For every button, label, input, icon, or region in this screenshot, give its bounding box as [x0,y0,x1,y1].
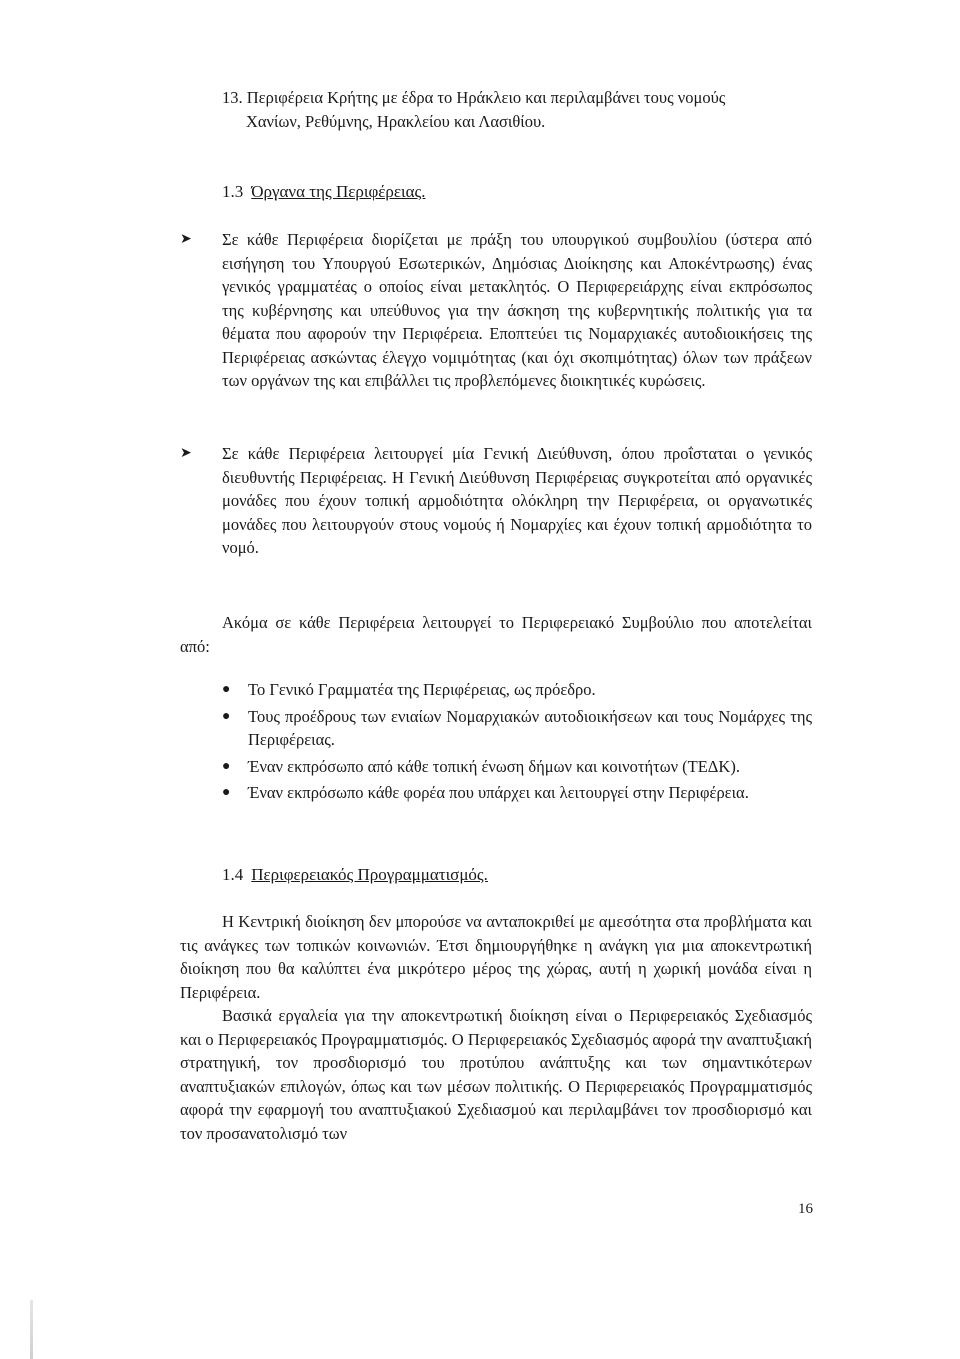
section-title: Όργανα της Περιφέρειας. [251,182,426,201]
arrow-bullet-icon: ➤ [180,232,192,247]
bullet-dot-icon: ● [222,758,231,774]
arrow-bullet-text: Σε κάθε Περιφέρεια λειτουργεί μία Γενική Διεύθυνση, όπου προΐσταται ο γενικός διευθυντής Περιφέρειας. Η Γενική Διεύθυνση Περιφέρειας συγκροτείται από οργανικές μονάδες που έχουν τοπική αρμοδιότητα ολόκληρη την Περιφέρεια, οι οργανωτικές μονάδες που λειτουργούν στους νομούς ή Νομαρχίες και έχουν τοπική αρμοδιότητα το νομό. [222,444,812,557]
section-number: 1.4 [222,865,244,884]
section-title: Περιφερειακός Προγραμματισμός. [251,865,488,884]
section-heading-1-4 [222,863,488,887]
arrow-bullet-governor [180,228,812,393]
scan-edge-shadow [30,1300,33,1359]
section-heading-1-3 [222,180,425,204]
page-number: 16 [798,1201,813,1217]
section-number: 1.3 [222,182,244,201]
arrow-bullet-directorate [180,442,812,560]
body-text [180,910,812,1145]
council-members-list [222,678,812,808]
item-text-line2: Χανίων, Ρεθύμνης, Ηρακλείου και Λασιθίου. [246,111,546,131]
list-item-13 [222,86,812,133]
council-intro: Ακόμα σε κάθε Περιφέρεια λειτουργεί το Περιφερειακό Συμβούλιο που αποτελείται από: [180,613,812,656]
list-item: ● Έναν εκπρόσωπο κάθε φορέα που υπάρχει και λειτουργεί στην Περιφέρεια. [222,781,812,805]
paragraph-central-administration: Η Κεντρική διοίκηση δεν μπορούσε να ανταποκριθεί με αμεσότητα στα προβλήματα και τις ανάγκες των τοπικών κοινωνιών. Έτσι δημιουργήθηκε η ανάγκη για μια αποκεντρωτική διοίκηση που θα καλύπτει ένα μικρότερο μέρος της χώρας, αυτή η χωρική μονάδα είναι η Περιφέρεια. [180,912,812,1002]
bullet-dot-icon: ● [222,708,231,724]
arrow-bullet-text: Σε κάθε Περιφέρεια διορίζεται με πράξη του υπουργικού συμβουλίου (ύστερα από εισήγηση του Υπουργού Εσωτερικών, Δημόσιας Διοίκησης και Αποκέντρωσης) ένας γενικός γραμματέας ο οποίος είναι μετακλητός. Ο Περιφερειάρχης είναι εκπρόσωπος της κυβέρνησης και υπεύθυνος για την άσκηση της κυβερνητικής πολιτικής για τα θέματα που αφορούν την Περιφέρεια. Εποπτεύει τις Νομαρχιακές αυτοδιοικήσεις της Περιφέρειας ασκώντας έλεγχο νομιμότητας (και όχι σκοπιμότητας) όλων των πράξεων των οργάνων της και επιβάλλει τις προβλεπόμενες διοικητικές κυρώσεις. [222,230,812,390]
list-item: ● Τους προέδρους των ενιαίων Νομαρχιακών αυτοδιοικήσεων και τους Νομάρχες της Περιφέρειας. [222,706,812,749]
arrow-bullet-icon: ➤ [180,446,192,461]
item-number: 13. [222,88,243,107]
paragraph-planning-tools: Βασικά εργαλεία για την αποκεντρωτική διοίκηση είναι ο Περιφερειακός Σχεδιασμός και ο Περιφερειακός Προγραμματισμός. Ο Περιφερειακός Σχεδιασμός αφορά την αναπτυξιακή στρατηγική, τον προσδιορισμό του προτύπου ανάπτυξης και των σημαντικότερων αναπτυξιακών επιλογών, όπως και των μέσων πολιτικής. Ο Περιφερειακός Προγραμματισμός αφορά την εφαρμογή του αναπτυξιακού Σχεδιασμού και περιλαμβάνει τον προσδιορισμό και τον προσανατολισμό των [180,1006,812,1143]
item-text-line1: Περιφέρεια Κρήτης με έδρα το Ηράκλειο και περιλαμβάνει τους νομούς [246,88,726,107]
bullet-dot-icon: ● [222,785,231,800]
bullet-dot-icon: ● [222,682,231,697]
list-item: ● Το Γενικό Γραμματέα της Περιφέρειας, ως πρόεδρο. [222,678,812,702]
list-item: ● Έναν εκπρόσωπο από κάθε τοπική ένωση δήμων και κοινοτήτων (ΤΕΔΚ). [222,755,812,779]
